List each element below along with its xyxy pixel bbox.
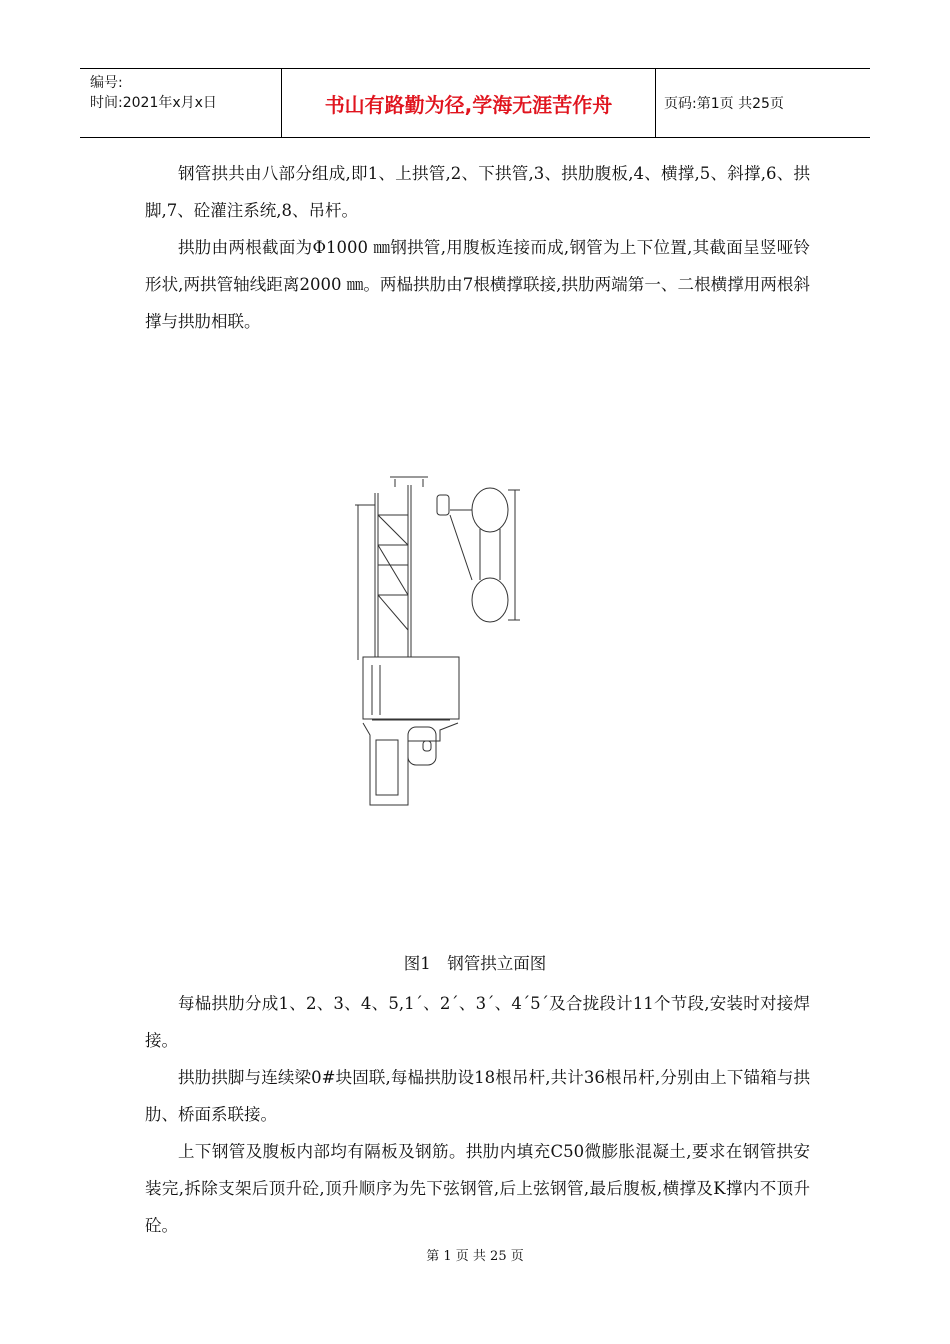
- header-meta: [80, 69, 282, 137]
- paragraph: 上下钢管及腹板内部均有隔板及钢筋。拱肋内填充C50微膨胀混凝土,要求在钢管拱安装完,拆除支架后顶升砼,顶升顺序为先下弦钢管,后上弦钢管,最后腹板,横撑及K撑内不顶升砼。: [145, 1142, 810, 1235]
- arch-elevation-figure: [350, 465, 526, 813]
- arch-drawing: [350, 465, 526, 813]
- paragraph: 拱肋由两根截面为Φ1000 ㎜钢拱管,用腹板连接而成,钢管为上下位置,其截面呈竖哑铃形状,两拱管轴线距离2000 ㎜。两榀拱肋由7根横撑联接,拱肋两端第一、二根横撑用两根斜撑与拱肋相联。: [145, 238, 810, 331]
- body-text-bottom: [145, 985, 810, 1244]
- header-motto: 书山有路勤为径,学海无涯苦作舟: [282, 69, 656, 137]
- paragraph: 拱肋拱脚与连续梁0#块固联,每榀拱肋设18根吊杆,共计36根吊杆,分别由上下锚箱与拱肋、桥面系联接。: [145, 1068, 810, 1124]
- document-time: 时间:2021年x月x日: [90, 95, 217, 111]
- document-number-label: 编号:: [90, 75, 123, 91]
- paragraph: 每榀拱肋分成1、2、3、4、5,1´、2´、3´、4´5´及合拢段计11个节段,安装时对接焊接。: [145, 994, 810, 1050]
- page-footer: 第 1 页 共 25 页: [426, 1249, 524, 1264]
- paragraph: 钢管拱共由八部分组成,即1、上拱管,2、下拱管,3、拱肋腹板,4、横撑,5、斜撑,6、拱脚,7、砼灌注系统,8、吊杆。: [145, 164, 810, 220]
- page-header: [80, 68, 870, 138]
- figure-caption: 图1 钢管拱立面图: [403, 954, 547, 973]
- body-text-top: [145, 155, 810, 340]
- header-page-info: 页码:第1页 共25页: [664, 96, 784, 112]
